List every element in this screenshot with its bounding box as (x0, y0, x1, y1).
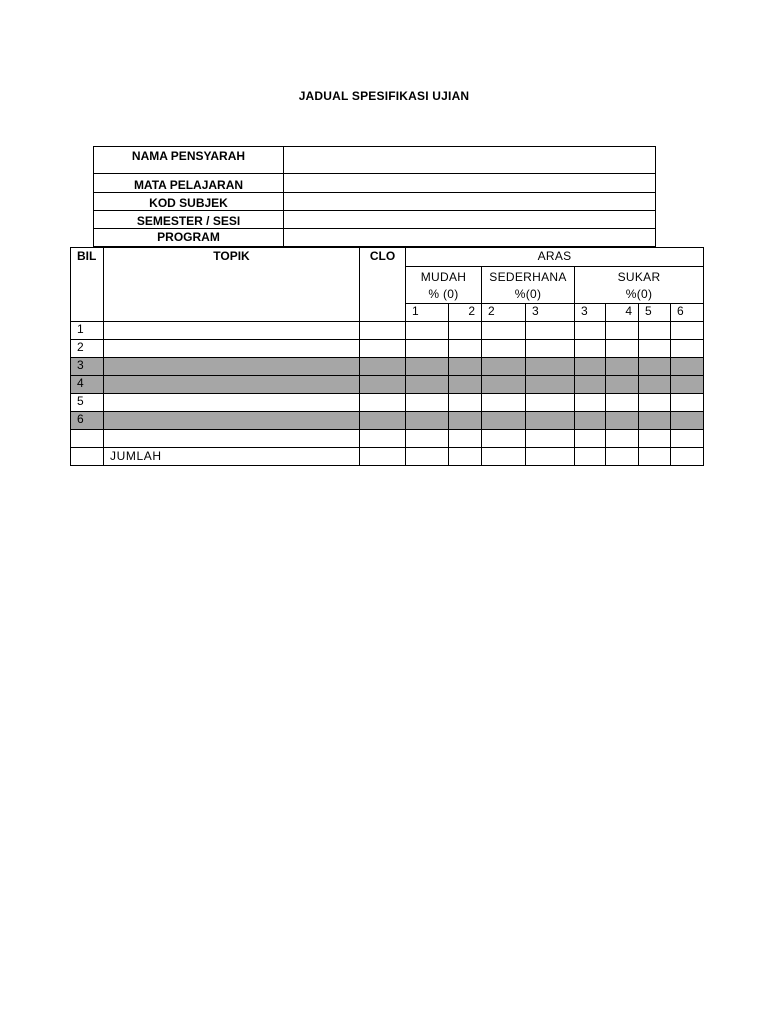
info-value-mata-pelajaran[interactable] (284, 174, 656, 193)
row-level-cell[interactable] (606, 394, 639, 412)
total-value-cell[interactable] (449, 448, 482, 466)
sublevel-header: 3 (526, 304, 575, 322)
row-level-cell[interactable] (449, 376, 482, 394)
row-level-cell[interactable] (671, 376, 704, 394)
spec-body (71, 322, 704, 448)
row-clo[interactable] (360, 412, 406, 430)
total-value-cell[interactable] (639, 448, 671, 466)
row-level-cell[interactable] (575, 412, 606, 430)
table-row (71, 358, 704, 376)
table-row (71, 430, 704, 448)
row-level-cell[interactable] (449, 394, 482, 412)
row-level-cell[interactable] (606, 430, 639, 448)
total-value-cell[interactable] (575, 448, 606, 466)
info-row (94, 193, 656, 211)
info-label-semester-sesi: SEMESTER / SESI (94, 211, 284, 229)
row-level-cell[interactable] (406, 376, 449, 394)
table-row (71, 340, 704, 358)
row-level-cell[interactable] (639, 412, 671, 430)
sublevel-header: 3 (575, 304, 606, 322)
row-clo[interactable] (360, 430, 406, 448)
row-level-cell[interactable] (526, 340, 575, 358)
row-level-cell[interactable] (406, 430, 449, 448)
page-title: JADUAL SPESIFIKASI UJIAN (298, 89, 470, 103)
row-level-cell[interactable] (671, 322, 704, 340)
row-level-cell[interactable] (639, 322, 671, 340)
row-bil: 2 (71, 340, 104, 358)
table-row (71, 322, 704, 340)
sublevel-header: 5 (639, 304, 671, 322)
info-label-mata-pelajaran: MATA PELAJARAN (94, 174, 284, 193)
row-level-cell[interactable] (482, 322, 526, 340)
row-level-cell[interactable] (526, 322, 575, 340)
row-level-cell[interactable] (482, 394, 526, 412)
row-level-cell[interactable] (575, 376, 606, 394)
row-bil: 4 (71, 376, 104, 394)
info-label-nama-pensyarah: NAMA PENSYARAH (94, 147, 284, 174)
info-table (93, 146, 656, 247)
row-level-cell[interactable] (606, 376, 639, 394)
info-row (94, 174, 656, 193)
row-clo[interactable] (360, 340, 406, 358)
row-level-cell[interactable] (406, 412, 449, 430)
row-level-cell[interactable] (639, 430, 671, 448)
total-row (71, 448, 704, 466)
info-label-kod-subjek: KOD SUBJEK (94, 193, 284, 211)
row-level-cell[interactable] (526, 394, 575, 412)
info-value-program[interactable] (284, 229, 656, 247)
row-clo[interactable] (360, 394, 406, 412)
row-level-cell[interactable] (671, 430, 704, 448)
row-level-cell[interactable] (671, 340, 704, 358)
row-level-cell[interactable] (671, 394, 704, 412)
row-level-cell[interactable] (482, 358, 526, 376)
total-label: JUMLAH (104, 448, 360, 466)
header-mudah-percent: % (0) (428, 287, 459, 301)
total-value-cell[interactable] (526, 448, 575, 466)
row-topik[interactable] (104, 394, 360, 412)
row-level-cell[interactable] (482, 412, 526, 430)
row-level-cell[interactable] (606, 322, 639, 340)
row-level-cell[interactable] (526, 358, 575, 376)
row-topik[interactable] (104, 430, 360, 448)
total-value-cell[interactable] (406, 448, 449, 466)
row-level-cell[interactable] (671, 412, 704, 430)
row-bil: 6 (71, 412, 104, 430)
row-level-cell[interactable] (606, 412, 639, 430)
header-sukar (575, 267, 704, 304)
header-sederhana (482, 267, 575, 304)
row-level-cell[interactable] (575, 340, 606, 358)
row-level-cell[interactable] (449, 322, 482, 340)
sublevel-header: 2 (449, 304, 482, 322)
row-topik[interactable] (104, 322, 360, 340)
row-bil: 1 (71, 322, 104, 340)
total-value-cell[interactable] (482, 448, 526, 466)
sublevel-header: 1 (406, 304, 449, 322)
row-level-cell[interactable] (639, 394, 671, 412)
header-mudah-label: MUDAH (420, 270, 467, 284)
spec-table (70, 247, 704, 466)
info-row (94, 211, 656, 229)
row-level-cell[interactable] (449, 412, 482, 430)
header-sederhana-percent: %(0) (514, 287, 542, 301)
info-label-program: PROGRAM (94, 229, 284, 247)
row-level-cell[interactable] (406, 340, 449, 358)
row-clo[interactable] (360, 376, 406, 394)
table-row (71, 394, 704, 412)
row-level-cell[interactable] (639, 376, 671, 394)
row-topik[interactable] (104, 376, 360, 394)
row-level-cell[interactable] (406, 394, 449, 412)
row-bil: 3 (71, 358, 104, 376)
header-aras: ARAS (406, 248, 704, 267)
row-level-cell[interactable] (526, 430, 575, 448)
row-level-cell[interactable] (575, 322, 606, 340)
total-bil-cell (71, 448, 104, 466)
row-level-cell[interactable] (406, 358, 449, 376)
info-row (94, 147, 656, 174)
row-level-cell[interactable] (606, 358, 639, 376)
row-clo[interactable] (360, 358, 406, 376)
table-row (71, 412, 704, 430)
sublevel-header: 6 (671, 304, 704, 322)
header-bil: BIL (71, 248, 104, 322)
row-bil (71, 430, 104, 448)
row-level-cell[interactable] (575, 358, 606, 376)
info-value-semester-sesi[interactable] (284, 211, 656, 229)
row-level-cell[interactable] (482, 376, 526, 394)
total-value-cell[interactable] (671, 448, 704, 466)
row-level-cell[interactable] (526, 412, 575, 430)
header-mudah (406, 267, 482, 304)
row-level-cell[interactable] (482, 430, 526, 448)
header-sederhana-label: SEDERHANA (489, 270, 567, 284)
total-clo-cell[interactable] (360, 448, 406, 466)
row-level-cell[interactable] (449, 358, 482, 376)
info-value-nama-pensyarah[interactable] (284, 147, 656, 174)
total-value-cell[interactable] (606, 448, 639, 466)
header-sukar-percent: %(0) (625, 287, 653, 301)
row-level-cell[interactable] (575, 430, 606, 448)
row-topik[interactable] (104, 412, 360, 430)
row-level-cell[interactable] (639, 340, 671, 358)
header-sukar-label: SUKAR (617, 270, 661, 284)
row-level-cell[interactable] (671, 358, 704, 376)
row-level-cell[interactable] (406, 322, 449, 340)
sublevel-header: 2 (482, 304, 526, 322)
header-clo: CLO (360, 248, 406, 322)
info-row (94, 229, 656, 247)
row-topik[interactable] (104, 340, 360, 358)
row-level-cell[interactable] (526, 376, 575, 394)
row-bil: 5 (71, 394, 104, 412)
row-level-cell[interactable] (639, 358, 671, 376)
table-row (71, 376, 704, 394)
row-level-cell[interactable] (606, 340, 639, 358)
row-topik[interactable] (104, 358, 360, 376)
row-clo[interactable] (360, 322, 406, 340)
header-topik: TOPIK (104, 248, 360, 322)
row-level-cell[interactable] (449, 340, 482, 358)
sublevel-header: 4 (606, 304, 639, 322)
info-value-kod-subjek[interactable] (284, 193, 656, 211)
row-level-cell[interactable] (449, 430, 482, 448)
row-level-cell[interactable] (575, 394, 606, 412)
row-level-cell[interactable] (482, 340, 526, 358)
